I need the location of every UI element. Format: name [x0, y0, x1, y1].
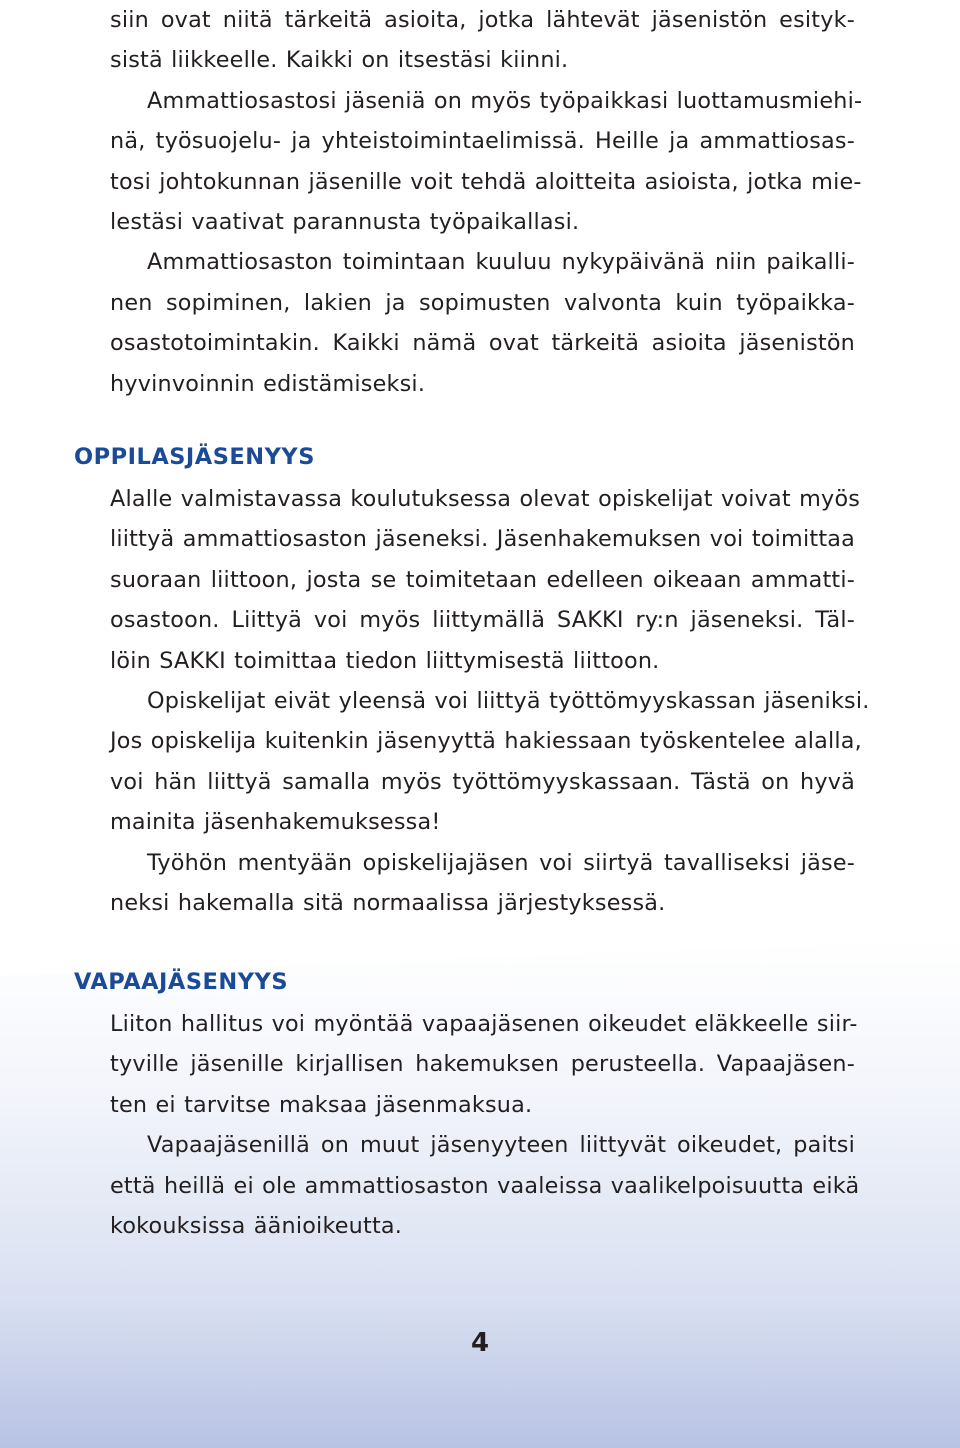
text-line: Ammattiosaston toimintaan kuuluu nykypäivänä niin paikalli-	[147, 249, 855, 276]
student-membership-paragraphs	[110, 479, 870, 923]
text-line: liittyä ammattiosaston jäseneksi. Jäsenhakemuksen voi toimittaa	[110, 526, 855, 553]
text-line: mainita jäsenhakemuksessa!	[110, 809, 441, 836]
text-line: sistä liikkeelle. Kaikki on itsestäsi kiinni.	[110, 47, 569, 74]
intro-paragraphs	[110, 0, 863, 404]
text-line: suoraan liittoon, josta se toimitetaan edelleen oikeaan ammatti-	[110, 566, 855, 593]
section-heading-oppilasjasenyys: OPPILASJÄSENYYS	[74, 444, 315, 470]
free-membership-paragraphs	[110, 1004, 860, 1246]
text-line: hyvinvoinnin edistämiseksi.	[110, 370, 426, 397]
text-line: Jos opiskelija kuitenkin jäsenyyttä hakiessaan työskentelee alalla,	[110, 728, 862, 755]
text-line: ten ei tarvitse maksaa jäsenmaksua.	[110, 1091, 533, 1118]
text-line: Alalle valmistavassa koulutuksessa olevat opiskelijat voivat myös	[110, 486, 861, 512]
text-line: Vapaajäsenillä on muut jäsenyyteen liittyvät oikeudet, paitsi	[147, 1132, 855, 1159]
section-heading-vapaajasenyys: VAPAAJÄSENYYS	[74, 969, 289, 995]
text-line: kokouksissa äänioikeutta.	[110, 1212, 403, 1239]
text-line: Liiton hallitus voi myöntää vapaajäsenen oikeudet eläkkeelle siir-	[110, 1011, 858, 1037]
text-line: löin SAKKI toimittaa tiedon liittymisestä liittoon.	[110, 647, 660, 674]
text-line: lestäsi vaativat parannusta työpaikallasi.	[110, 208, 580, 235]
text-line: nen sopiminen, lakien ja sopimusten valvonta kuin työpaikka-	[110, 289, 855, 316]
text-line: Opiskelijat eivät yleensä voi liittyä työttömyyskassan jäseniksi.	[147, 687, 870, 714]
text-line: Ammattiosastosi jäseniä on myös työpaikkasi luottamusmiehi-	[147, 87, 863, 114]
text-line: neksi hakemalla sitä normaalissa järjestyksessä.	[110, 889, 666, 916]
text-line: nä, työsuojelu- ja yhteistoimintaelimissä. Heille ja ammattiosas-	[110, 128, 855, 155]
page-number: 4	[470, 1328, 490, 1358]
text-line: voi hän liittyä samalla myös työttömyyskassaan. Tästä on hyvä	[110, 768, 855, 795]
text-line: tyville jäsenille kirjallisen hakemuksen perusteella. Vapaajäsen-	[110, 1051, 855, 1078]
text-line: tosi johtokunnan jäsenille voit tehdä aloitteita asioista, jotka mie-	[110, 168, 862, 195]
text-line: osastoon. Liittyä voi myös liittymällä SAKKI ry:n jäseneksi. Täl-	[110, 607, 855, 634]
text-line: että heillä ei ole ammattiosaston vaaleissa vaalikelpoisuutta eikä	[110, 1172, 860, 1199]
text-line: Työhön mentyään opiskelijajäsen voi siirtyä tavalliseksi jäse-	[147, 849, 855, 876]
text-line: siin ovat niitä tärkeitä asioita, jotka lähtevät jäsenistön esityk-	[110, 7, 855, 33]
text-line: osastotoimintakin. Kaikki nämä ovat tärkeitä asioita jäsenistön	[110, 330, 855, 357]
